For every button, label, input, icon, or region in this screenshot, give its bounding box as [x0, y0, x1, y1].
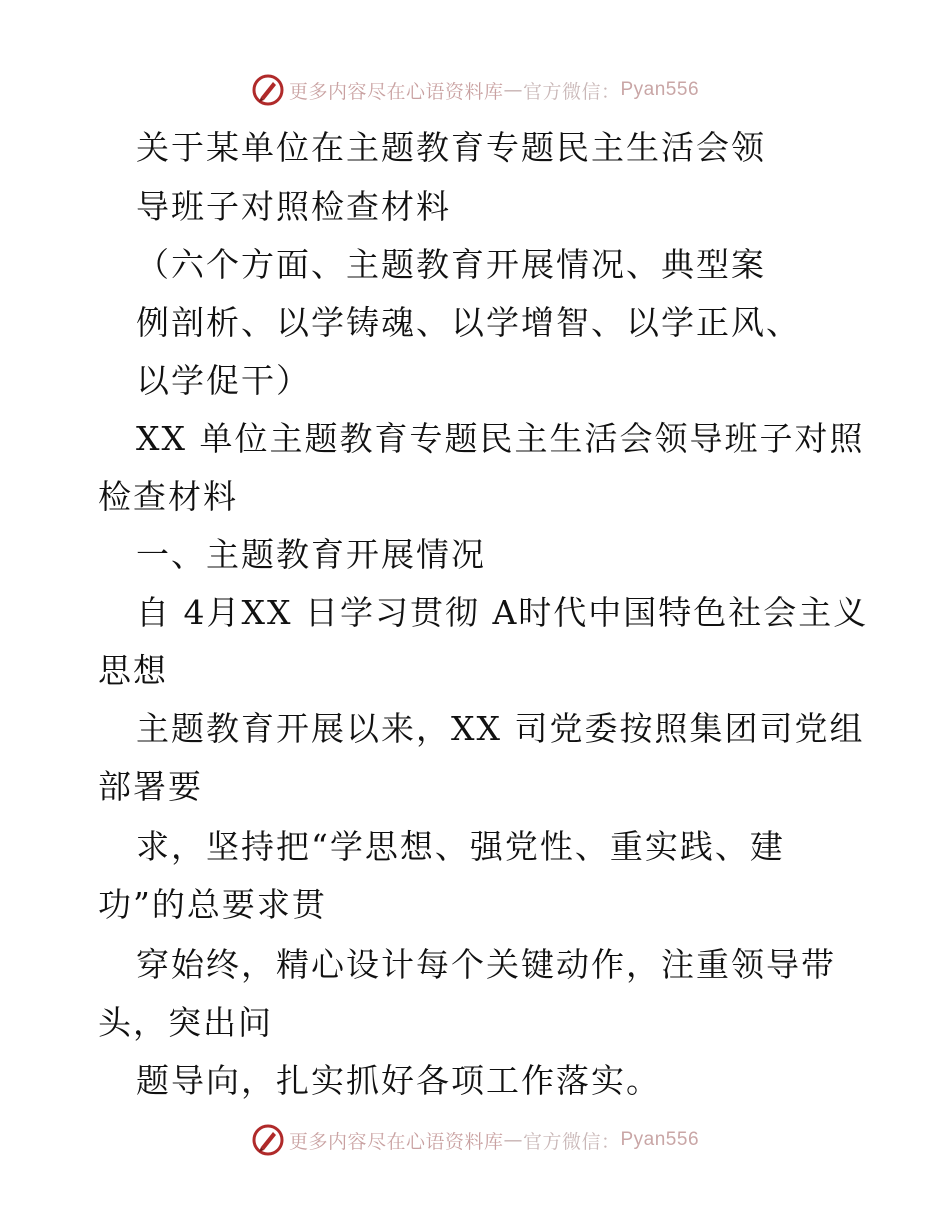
text-line: （六个方面、主题教育开展情况、典型案 — [136, 245, 766, 284]
text-line: 穿始终，精心设计每个关键动作，注重领导带 — [136, 945, 836, 984]
text-line: 主题教育开展以来，XX 司党委按照集团司党组 — [136, 709, 865, 748]
watermark-wechat-label: 官方微信： — [522, 1130, 621, 1153]
section-heading: 一、主题教育开展情况 — [136, 535, 486, 574]
pen-logo-icon — [251, 1123, 285, 1157]
watermark-text: 更多内容尽在心语资料库 — [288, 80, 504, 103]
pen-logo-icon — [251, 73, 285, 107]
header-watermark — [0, 70, 950, 110]
text-line: 自 4月XX 日学习贯彻 A时代中国特色社会主义 — [136, 593, 869, 632]
text-line: 关于某单位在主题教育专题民主生活会领 — [136, 128, 766, 167]
text-line: 检查材料 — [98, 477, 238, 516]
text-line: 思想 — [98, 651, 168, 690]
text-line: 题导向，扎实抓好各项工作落实。 — [136, 1061, 661, 1100]
watermark-wechat-id: Pyan556 — [620, 79, 700, 100]
watermark-dash: — — [503, 1129, 523, 1151]
watermark-wechat-label: 官方微信： — [522, 80, 621, 103]
watermark-dash: — — [503, 79, 523, 101]
watermark-text: 更多内容尽在心语资料库 — [288, 1130, 504, 1153]
text-line: 求，坚持把“学思想、强党性、重实践、建 — [136, 827, 785, 866]
watermark-wechat-id: Pyan556 — [620, 1129, 700, 1150]
text-line: 例剖析、以学铸魂、以学增智、以学正风、 — [136, 303, 801, 342]
text-line: 功”的总要求贯 — [98, 885, 327, 924]
text-line: 头，突出问 — [98, 1003, 273, 1042]
text-line: 导班子对照检查材料 — [136, 187, 451, 226]
text-line: XX 单位主题教育专题民主生活会领导班子对照 — [136, 419, 865, 458]
text-line: 部署要 — [98, 767, 203, 806]
footer-watermark — [0, 1120, 950, 1160]
text-line: 以学促干） — [136, 361, 311, 400]
